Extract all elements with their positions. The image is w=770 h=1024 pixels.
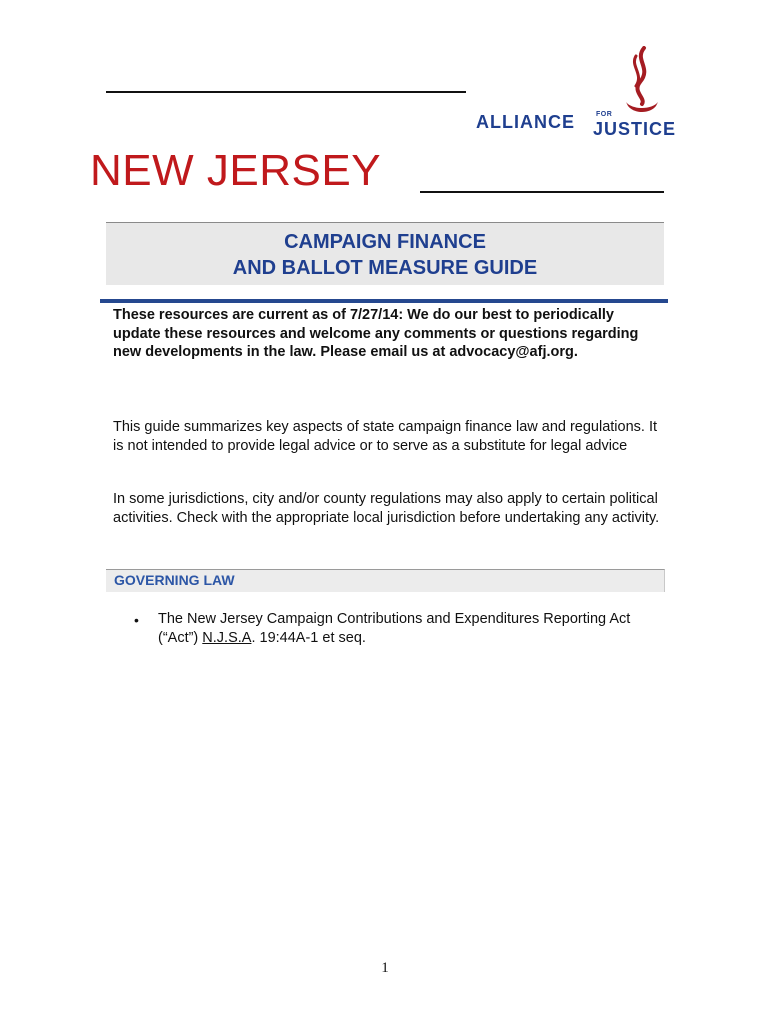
page-number: 1	[381, 960, 389, 976]
flame-torch-icon	[622, 46, 662, 118]
contact-email-link[interactable]: advocacy@afj.org	[449, 344, 574, 360]
governing-law-section-header	[106, 569, 665, 592]
state-title: NEW JERSEY	[90, 146, 382, 195]
logo-alliance-text: ALLIANCE	[476, 112, 575, 132]
logo-justice-text: JUSTICE	[593, 119, 677, 139]
state-title-rule	[420, 191, 664, 193]
jurisdiction-paragraph: In some jurisdictions, city and/or county regulations may also apply to certain political activities. Check with the appropriate local jurisdiction before undertaking any activity.	[113, 491, 660, 526]
statute-abbreviation: N.J.S.A	[202, 630, 252, 646]
top-rule	[106, 91, 466, 93]
currency-notice	[113, 306, 663, 362]
statute-citation: . 19:44A-1 et seq.	[251, 630, 366, 646]
guide-title-line-1: CAMPAIGN FINANCE	[284, 231, 486, 253]
governing-law-item	[158, 610, 658, 648]
disclaimer-paragraph: This guide summarizes key aspects of state campaign finance law and regulations. It is not intended to provide legal advice or to serve as a substitute for legal advice	[113, 419, 658, 454]
guide-title-line-2: AND BALLOT MEASURE GUIDE	[232, 257, 538, 279]
guide-title-underline	[100, 299, 668, 303]
currency-notice-text: These resources are current as of 7/27/14: We do our best to periodically update these resources and welcome any comments or questions regarding new developments in the law. Please email us at	[113, 307, 639, 360]
guide-title-box	[106, 222, 664, 285]
alliance-for-justice-logo	[470, 40, 700, 140]
section-title: GOVERNING LAW	[114, 572, 235, 588]
currency-notice-suffix: .	[573, 344, 578, 360]
bullet-icon: •	[134, 612, 139, 628]
governing-law-item-text: The New Jersey Campaign Contributions and Expenditures Reporting Act (“Act”)	[158, 611, 631, 646]
logo-for-text: FOR	[596, 111, 613, 118]
